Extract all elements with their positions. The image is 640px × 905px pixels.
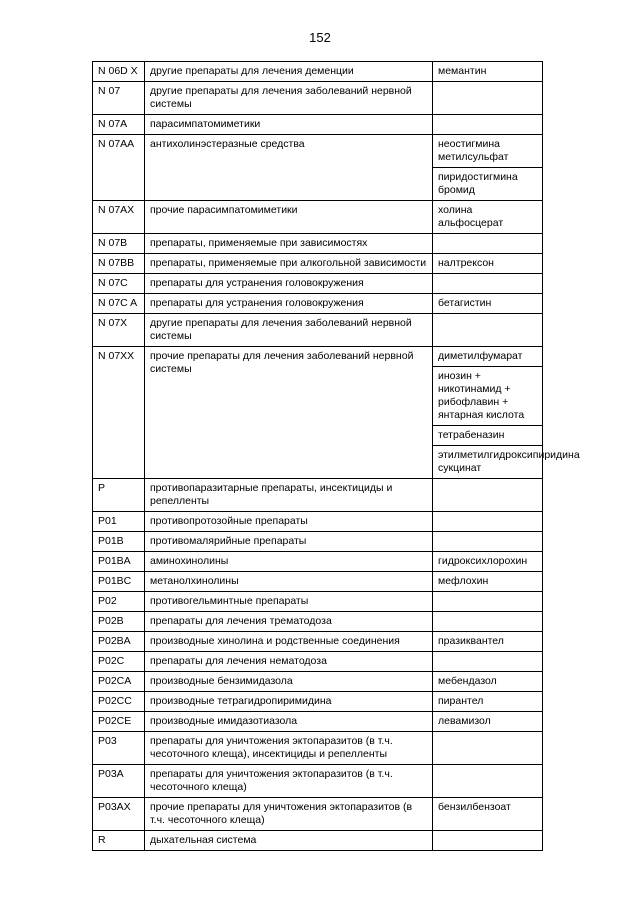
drug-name-cell: левамизол bbox=[433, 712, 543, 732]
drug-name-cell: пирантел bbox=[433, 692, 543, 712]
group-name-cell: противопротозойные препараты bbox=[145, 512, 433, 532]
atc-code-cell: N 07AX bbox=[93, 201, 145, 234]
atc-code-cell: P03A bbox=[93, 765, 145, 798]
drug-name-cell bbox=[433, 592, 543, 612]
table-row bbox=[93, 612, 543, 632]
drug-name-cell bbox=[433, 652, 543, 672]
table-row bbox=[93, 632, 543, 652]
group-name-cell: препараты для уничтожения эктопаразитов (в т.ч. чесоточного клеща), инсектициды и репелленты bbox=[145, 732, 433, 765]
atc-code-cell: P02BA bbox=[93, 632, 145, 652]
group-name-cell: препараты для лечения нематодоза bbox=[145, 652, 433, 672]
table-row bbox=[93, 234, 543, 254]
table-row bbox=[93, 512, 543, 532]
atc-code-cell: P01BA bbox=[93, 552, 145, 572]
atc-code-cell: N 07A bbox=[93, 115, 145, 135]
drug-name-cell: тетрабеназин bbox=[433, 426, 543, 446]
group-name-cell: противопаразитарные препараты, инсектициды и репелленты bbox=[145, 479, 433, 512]
drug-name-cell bbox=[433, 831, 543, 851]
table-row bbox=[93, 672, 543, 692]
table-row bbox=[93, 552, 543, 572]
group-name-cell: прочие препараты для уничтожения эктопаразитов (в т.ч. чесоточного клеща) bbox=[145, 798, 433, 831]
drug-name-cell bbox=[433, 612, 543, 632]
group-name-cell: другие препараты для лечения заболеваний нервной системы bbox=[145, 314, 433, 347]
table-row bbox=[93, 201, 543, 234]
atc-code-cell: P02 bbox=[93, 592, 145, 612]
drug-name-cell: бетагистин bbox=[433, 294, 543, 314]
table-row bbox=[93, 479, 543, 512]
table-row bbox=[93, 62, 543, 82]
group-name-cell: препараты для лечения трематодоза bbox=[145, 612, 433, 632]
atc-code-cell: P02CE bbox=[93, 712, 145, 732]
group-name-cell: аминохинолины bbox=[145, 552, 433, 572]
table-row bbox=[93, 532, 543, 552]
table-row bbox=[93, 652, 543, 672]
atc-code-cell: P03 bbox=[93, 732, 145, 765]
atc-code-cell: N 07AA bbox=[93, 135, 145, 201]
atc-code-cell: N 07BB bbox=[93, 254, 145, 274]
group-name-cell: другие препараты для лечения деменции bbox=[145, 62, 433, 82]
atc-code-cell: N 07B bbox=[93, 234, 145, 254]
group-name-cell: производные тетрагидропиримидина bbox=[145, 692, 433, 712]
drug-name-cell bbox=[433, 274, 543, 294]
group-name-cell: противогельминтные препараты bbox=[145, 592, 433, 612]
group-name-cell: препараты для уничтожения эктопаразитов (в т.ч. чесоточного клеща) bbox=[145, 765, 433, 798]
group-name-cell: препараты, применяемые при алкогольной зависимости bbox=[145, 254, 433, 274]
drug-name-cell bbox=[433, 732, 543, 765]
group-name-cell: препараты, применяемые при зависимостях bbox=[145, 234, 433, 254]
atc-code-cell: P bbox=[93, 479, 145, 512]
drug-name-cell bbox=[433, 234, 543, 254]
atc-code-cell: N 07C bbox=[93, 274, 145, 294]
drug-name-cell bbox=[433, 314, 543, 347]
table-row bbox=[93, 765, 543, 798]
atc-code-cell: P02CC bbox=[93, 692, 145, 712]
group-name-cell: прочие парасимпатомиметики bbox=[145, 201, 433, 234]
drug-name-cell: мебендазол bbox=[433, 672, 543, 692]
drug-name-cell: гидроксихлорохин bbox=[433, 552, 543, 572]
atc-code-cell: P01 bbox=[93, 512, 145, 532]
group-name-cell: противомалярийные препараты bbox=[145, 532, 433, 552]
table-row bbox=[93, 274, 543, 294]
table-row bbox=[93, 592, 543, 612]
atc-code-cell: P02CA bbox=[93, 672, 145, 692]
table-row bbox=[93, 254, 543, 274]
drug-name-cell: празиквантел bbox=[433, 632, 543, 652]
page-number: 152 bbox=[309, 30, 331, 45]
atc-code-cell: R bbox=[93, 831, 145, 851]
atc-code-cell: N 07XX bbox=[93, 347, 145, 479]
table-row bbox=[93, 115, 543, 135]
group-name-cell: препараты для устранения головокружения bbox=[145, 274, 433, 294]
table-row bbox=[93, 347, 543, 367]
drug-name-cell: налтрексон bbox=[433, 254, 543, 274]
drug-classification-table bbox=[92, 61, 580, 851]
table-row bbox=[93, 732, 543, 765]
atc-code-cell: P02B bbox=[93, 612, 145, 632]
drug-name-cell bbox=[433, 512, 543, 532]
drug-name-cell: бензилбензоат bbox=[433, 798, 543, 831]
group-name-cell: препараты для устранения головокружения bbox=[145, 294, 433, 314]
table-row bbox=[93, 82, 543, 115]
group-name-cell: прочие препараты для лечения заболеваний нервной системы bbox=[145, 347, 433, 479]
drug-name-cell: пиридостигмина бромид bbox=[433, 168, 543, 201]
group-name-cell: другие препараты для лечения заболеваний нервной системы bbox=[145, 82, 433, 115]
drug-name-cell: инозин + никотинамид + рибофлавин + янтарная кислота bbox=[433, 367, 543, 426]
table-row bbox=[93, 712, 543, 732]
drug-name-cell: мефлохин bbox=[433, 572, 543, 592]
table-row bbox=[93, 314, 543, 347]
drug-name-cell bbox=[433, 479, 543, 512]
atc-code-cell: N 07X bbox=[93, 314, 145, 347]
atc-code-cell: N 07C A bbox=[93, 294, 145, 314]
atc-code-cell: P01B bbox=[93, 532, 145, 552]
atc-code-cell: P01BC bbox=[93, 572, 145, 592]
table-body bbox=[93, 62, 580, 851]
group-name-cell: парасимпатомиметики bbox=[145, 115, 433, 135]
atc-code-cell: P03AX bbox=[93, 798, 145, 831]
group-name-cell: производные хинолина и родственные соединения bbox=[145, 632, 433, 652]
drug-name-cell bbox=[433, 82, 543, 115]
group-name-cell: дыхательная система bbox=[145, 831, 433, 851]
drug-name-cell: этилметилгидроксипиридина сукцинат bbox=[433, 446, 543, 479]
group-name-cell: метанолхинолины bbox=[145, 572, 433, 592]
drug-name-cell: неостигмина метилсульфат bbox=[433, 135, 543, 168]
group-name-cell: антихолинэстеразные средства bbox=[145, 135, 433, 201]
atc-code-cell: P02C bbox=[93, 652, 145, 672]
drug-name-cell: холина альфосцерат bbox=[433, 201, 543, 234]
table-row bbox=[93, 294, 543, 314]
drug-name-cell: мемантин bbox=[433, 62, 543, 82]
table-row bbox=[93, 798, 543, 831]
drug-name-cell bbox=[433, 115, 543, 135]
group-name-cell: производные имидазотиазола bbox=[145, 712, 433, 732]
atc-code-cell: N 06D X bbox=[93, 62, 145, 82]
table-row bbox=[93, 831, 543, 851]
table-row bbox=[93, 692, 543, 712]
group-name-cell: производные бензимидазола bbox=[145, 672, 433, 692]
table-row bbox=[93, 135, 543, 168]
table-row bbox=[93, 572, 543, 592]
atc-code-cell: N 07 bbox=[93, 82, 145, 115]
drug-name-cell bbox=[433, 532, 543, 552]
drug-name-cell bbox=[433, 765, 543, 798]
drug-name-cell: диметилфумарат bbox=[433, 347, 543, 367]
